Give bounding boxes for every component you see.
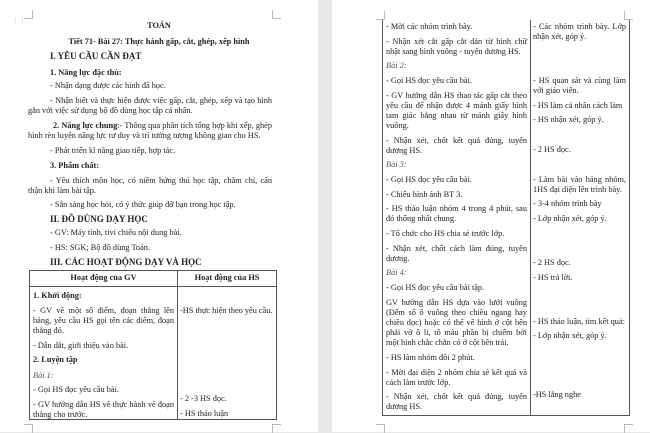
table-cell-hs: - Lớp nhận xét, góp ý. bbox=[533, 331, 607, 340]
subsection-heading: 3. Phẩm chất: bbox=[50, 161, 100, 170]
column-divider bbox=[177, 271, 178, 419]
document-page-2 bbox=[332, 0, 650, 432]
table-cell-hs: - Làm bài vào bảng nhóm, 1HS đại diện lên trình bày. bbox=[533, 175, 626, 194]
table-cell-gv: Bài 2: bbox=[386, 61, 407, 70]
paragraph-text: :- Thông qua phân tích tổng hợp khi xếp, ghép hình rèn luyện năng lực tư duy và trí tưởng tượng không gian cho HS. bbox=[28, 121, 273, 140]
subject-heading: TOÁN bbox=[147, 21, 171, 30]
table-cell-hs: - HS thảo luận, tìm kết quả: bbox=[533, 317, 625, 326]
table-cell-gv: - Gọi HS đọc yêu cầu bài. bbox=[386, 76, 472, 85]
table-cell-gv: GV hướng dẫn HS dựa vào lưới vuông (Đếm số ô vuông theo chiều ngang hay chiều dọc) hoặc có thể vẽ hình ở cột bên phải vở ô li, tô màu phần bị chiếm bởi một hình chắc chắn có ở cột bên trái. bbox=[386, 298, 527, 347]
margin-corner-mark bbox=[624, 11, 633, 20]
lesson-title: Tiết 71- Bài 27: Thực hành gấp, cắt, ghép, xếp hình bbox=[68, 37, 250, 46]
header-divider bbox=[30, 286, 276, 287]
paragraph: - Yêu thích môn học, có niềm hứng thú học tập, chăm chỉ, cẩn thận khi làm bài tập. bbox=[28, 176, 272, 195]
table-cell-hs: - 3-4 nhóm trình bày bbox=[533, 199, 602, 208]
table-cell-gv: - Nhận xét, chốt kết quả đúng, tuyên dương HS. bbox=[386, 392, 527, 411]
paragraph: - Sẵn sàng học hỏi, có ý thức giúp đỡ bạn trong học tập. bbox=[50, 200, 236, 209]
table-cell-hs: - 2 HS đọc. bbox=[533, 145, 571, 154]
table-cell-hs: - HS quan sát và cùng làm với giáo viên. bbox=[533, 76, 626, 95]
table-cell-hs: - HS làm cá nhân cách làm bbox=[533, 101, 623, 110]
table-cell-gv: - Mời đại diện 2 nhóm chia sẻ kết quả và cách làm trước lớp. bbox=[386, 368, 527, 387]
table-cell-hs: - Các nhóm trình bày. Lớp nhận xét, góp ý. bbox=[533, 22, 626, 41]
table-cell-gv: - Gọi HS đọc yêu cầu bài. bbox=[386, 175, 472, 184]
table-cell-gv: Bài 3: bbox=[386, 160, 407, 169]
table-cell-hs: - HS trả lời. bbox=[533, 273, 573, 282]
table-cell-gv: - Nhận xét, chốt cách làm đúng, tuyên dương. bbox=[386, 244, 527, 263]
table-cell-hs: -HS lắng nghe bbox=[533, 390, 581, 399]
table-cell-hs: - Lớp nhận xét, góp ý. bbox=[533, 214, 607, 223]
paragraph bbox=[28, 121, 272, 141]
margin-corner-mark bbox=[272, 10, 281, 19]
table-cell-gv: - GV hướng dẫn HS thao tác gấp cắt theo yêu cầu để nhận được 4 mảnh giấy hình tam giác bằng nhau từ mảnh giấy hình vuông. bbox=[386, 91, 527, 130]
subsection-heading: 1. Năng lực đặc thù: bbox=[50, 68, 122, 77]
activities-table-continued bbox=[382, 20, 630, 416]
table-cell-gv: 2. Luyện tập bbox=[33, 355, 78, 364]
table-header-gv: Hoạt động của GV bbox=[70, 273, 137, 282]
table-cell-gv: - Gọi HS đọc yêu cầu bài. bbox=[33, 385, 119, 394]
table-cell-gv: - HS làm nhóm đôi 2 phút. bbox=[386, 353, 475, 362]
table-cell-hs: -HS thực hiện theo yêu cầu. bbox=[180, 306, 273, 315]
table-header-hs: Hoạt động của HS bbox=[194, 273, 260, 282]
table-cell-gv: - Chiếu hình ảnh BT 3. bbox=[386, 190, 463, 199]
paragraph: - Nhận dạng được các hình đã học. bbox=[50, 81, 166, 90]
table-cell-gv: - Nhận xét cắt gấp cắt dán từ hình chữ nhật sang hình vuông - tuyên dương HS. bbox=[386, 37, 527, 56]
section-heading: II. ĐỒ DÙNG DẠY HỌC bbox=[50, 214, 148, 224]
paragraph: - GV: Máy tính, tivi chiếu nội dung bài. bbox=[50, 228, 182, 237]
table-cell-gv: 1. Khởi động: bbox=[33, 291, 82, 300]
paragraph: - Phát triển kĩ năng giao tiếp, hợp tác. bbox=[50, 146, 176, 155]
paragraph: - HS: SGK; Bộ đồ dùng Toán. bbox=[50, 243, 150, 252]
margin-corner-mark bbox=[376, 11, 385, 20]
column-divider bbox=[530, 20, 531, 415]
table-cell-hs: - HS nhận xét, góp ý. bbox=[533, 115, 604, 124]
table-cell-gv: - Gọi HS đọc yêu cầu bài tập. bbox=[386, 283, 485, 292]
document-page-1 bbox=[0, 0, 318, 432]
table-cell-gv: - Mời các nhóm trình bày. bbox=[386, 22, 473, 31]
table-cell-hs: - 2 -3 HS đọc. bbox=[180, 394, 227, 403]
table-cell-gv: Bài 4: bbox=[386, 268, 407, 277]
section-heading: I. YÊU CẦU CẦN ĐẠT bbox=[50, 51, 142, 61]
table-cell-gv: - Dẫn dắt, giới thiệu vào bài. bbox=[33, 341, 129, 350]
margin-corner-mark bbox=[24, 10, 33, 19]
table-cell-gv: - GV hướng dẫn HS vẽ thực hành vẽ đoạn thẳng cho trước. bbox=[33, 400, 174, 419]
table-cell-gv: - Tổ chức cho HS chia sẻ trước lớp. bbox=[386, 229, 505, 238]
activities-table bbox=[29, 270, 277, 420]
table-cell-gv: - HS thảo luận nhóm 4 trong 4 phút, sau đó thống nhất chung. bbox=[386, 204, 527, 223]
table-cell-hs: - HS thảo luận bbox=[180, 409, 229, 418]
section-heading: III. CÁC HOẠT ĐỘNG DẠY VÀ HỌC bbox=[50, 257, 202, 267]
table-cell-gv: - Nhận xét, chốt kết quả đúng, tuyên dương HS. bbox=[386, 136, 527, 155]
drag-handle-icon[interactable]: ⋮⋮ bbox=[12, 17, 26, 25]
table-cell-gv: Bài 1: bbox=[33, 371, 54, 380]
table-cell-gv: - GV vẽ một số điểm, đoạn thẳng lên bảng, yêu cầu HS gọi tên các điểm, đoạn thẳng đó. bbox=[33, 306, 174, 335]
paragraph: - Nhận biết và thực hiện được việc gấp, cắt, ghép, xếp và tạo hình gắn với việc sử dụng bộ đồ dùng học tập cá nhân. bbox=[28, 96, 272, 115]
table-cell-hs: - 2 HS đọc. bbox=[533, 258, 571, 267]
subsection-heading: 2. Năng lực chung bbox=[53, 121, 118, 130]
